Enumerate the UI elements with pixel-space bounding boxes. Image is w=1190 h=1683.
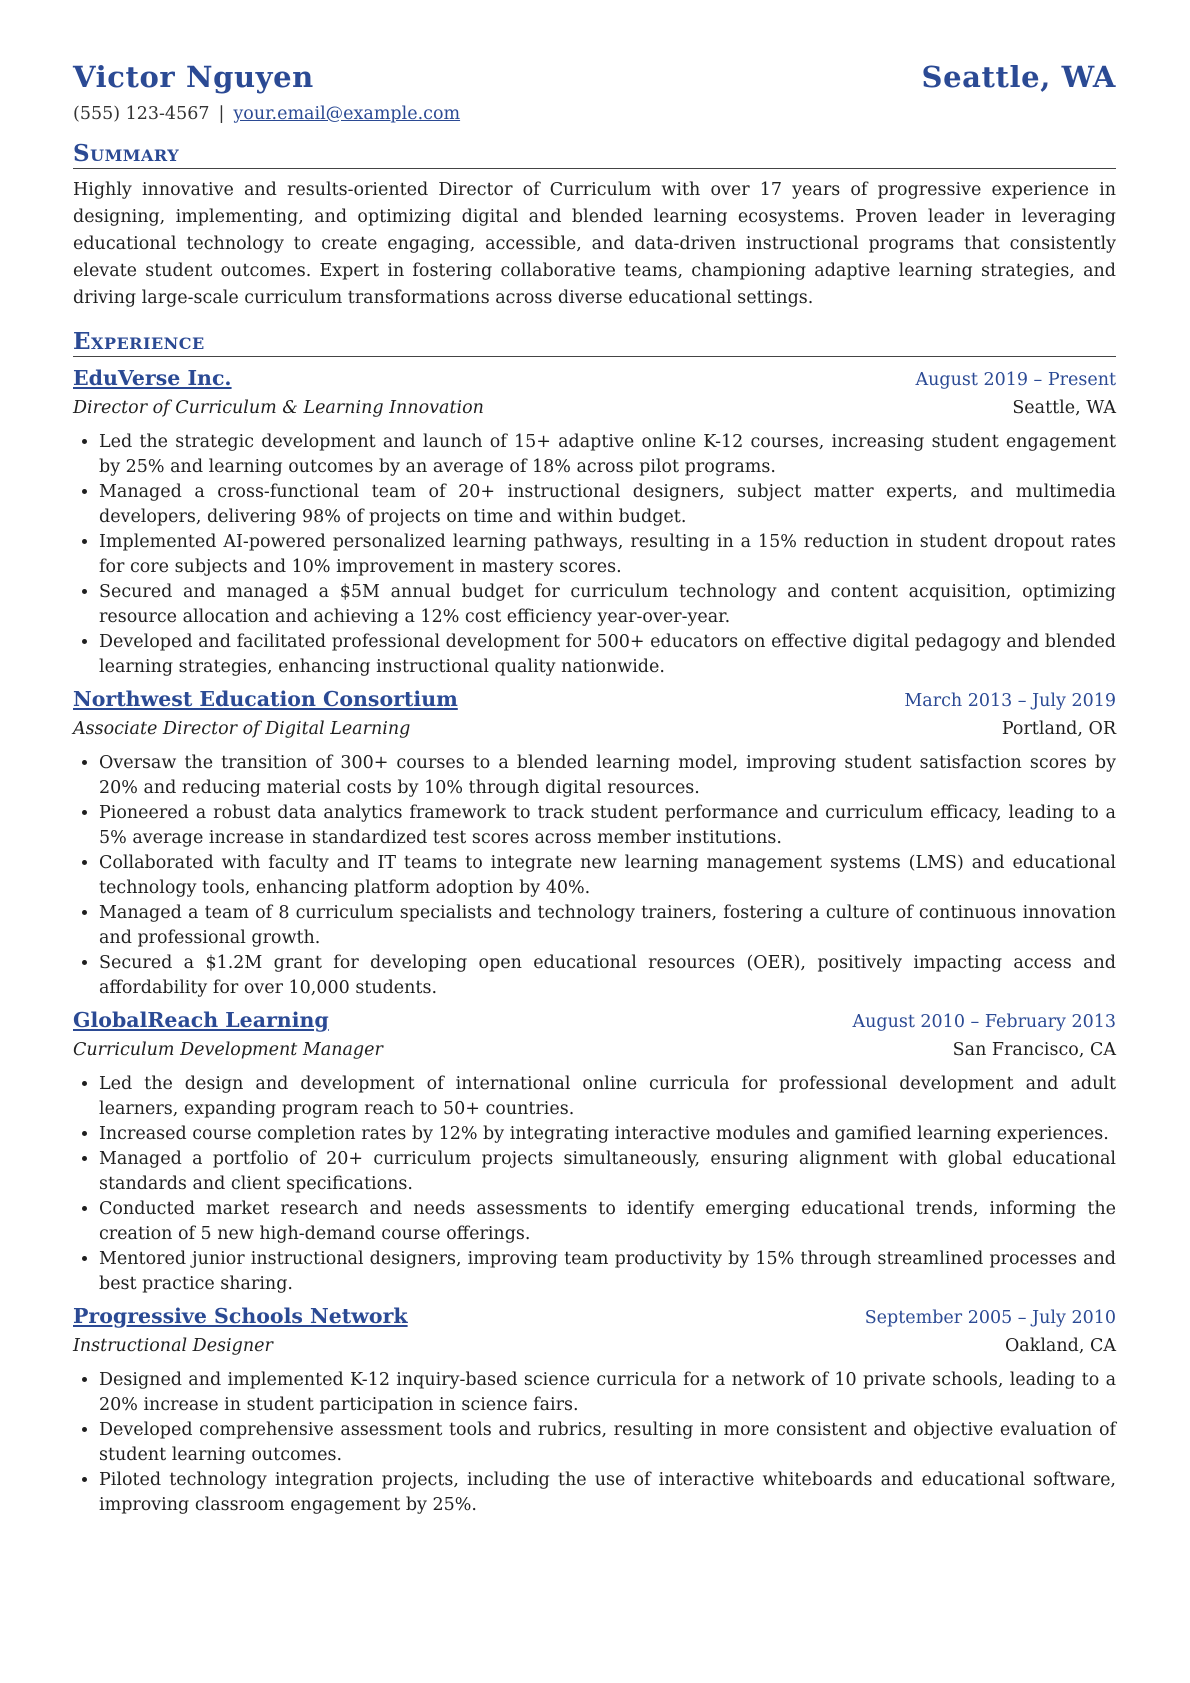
job-bullets xyxy=(73,751,1116,1001)
job-location: San Francisco, CA xyxy=(952,1040,1116,1060)
bullet-item: • Developed and facilitated professional development for 500+ educators on effective digital pedagogy and blended learning strategies, enhancing instructional quality nationwide. xyxy=(99,630,1116,680)
job-entry xyxy=(73,1303,1116,1518)
company-name[interactable]: Northwest Education Consortium xyxy=(73,687,458,711)
job-bullets xyxy=(73,1368,1116,1518)
bullet-item: • Managed a portfolio of 20+ curriculum projects simultaneously, ensuring alignment with global educational standards and client specifications. xyxy=(99,1147,1116,1197)
bullet-item: • Designed and implemented K-12 inquiry-based science curricula for a network of 10 private schools, leading to a 20% increase in student participation in science fairs. xyxy=(99,1368,1116,1418)
contact-line xyxy=(73,104,1116,124)
job-header xyxy=(73,1007,1116,1036)
job-bullets xyxy=(73,430,1116,680)
job-location: Oakland, CA xyxy=(1004,1336,1116,1356)
job-dates: September 2005 – July 2010 xyxy=(864,1308,1116,1328)
bullet-item: • Led the design and development of international online curricula for professional development and adult learners, expanding program reach to 50+ countries. xyxy=(99,1072,1116,1122)
job-subheader xyxy=(73,1332,1116,1360)
bullet-item: • Implemented AI-powered personalized learning pathways, resulting in a 15% reduction in student dropout rates for core subjects and 10% improvement in mastery scores. xyxy=(99,530,1116,580)
bullet-item: • Managed a team of 8 curriculum specialists and technology trainers, fostering a culture of continuous innovation and professional growth. xyxy=(99,901,1116,951)
bullet-item: • Increased course completion rates by 12% by integrating interactive modules and gamified learning experiences. xyxy=(99,1122,1116,1147)
bullet-item: • Oversaw the transition of 300+ courses to a blended learning model, improving student satisfaction scores by 20% and reducing material costs by 10% through digital resources. xyxy=(99,751,1116,801)
summary-text: Highly innovative and results-oriented Director of Curriculum with over 17 years of progressive experience in designing, implementing, and optimizing digital and blended learning ecosystems. Proven leader in leveraging educational technology to create engaging, accessible, and data-driven instructional programs that consistently elevate student outcomes. Expert in fostering collaborative teams, championing adaptive learning strategies, and driving large-scale curriculum transformations across diverse educational settings. xyxy=(73,180,1116,308)
company-name[interactable]: Progressive Schools Network xyxy=(73,1304,408,1328)
job-entry xyxy=(73,1007,1116,1297)
company-name[interactable]: EduVerse Inc. xyxy=(73,366,232,390)
experience-list xyxy=(73,365,1116,1518)
contact-separator: | xyxy=(218,104,225,124)
job-bullets xyxy=(73,1072,1116,1297)
bullet-item: • Led the strategic development and launch of 15+ adaptive online K-12 courses, increasing student engagement by 25% and learning outcomes by an average of 18% across pilot programs. xyxy=(99,430,1116,480)
job-dates: March 2013 – July 2019 xyxy=(904,691,1116,711)
job-dates: August 2019 – Present xyxy=(915,370,1116,390)
bullet-item: • Secured a $1.2M grant for developing open educational resources (OER), positively impacting access and affordability for over 10,000 students. xyxy=(99,951,1116,1001)
job-dates: August 2010 – February 2013 xyxy=(852,1012,1116,1032)
job-header xyxy=(73,1303,1116,1332)
candidate-name: Victor Nguyen xyxy=(73,60,314,94)
bullet-item: • Collaborated with faculty and IT teams to integrate new learning management systems (LMS) and educational technology tools, enhancing platform adoption by 40%. xyxy=(99,851,1116,901)
job-subheader xyxy=(73,1036,1116,1064)
summary-heading: Summary xyxy=(73,140,1116,169)
candidate-location: Seattle, WA xyxy=(921,60,1116,94)
job-location: Seattle, WA xyxy=(1012,398,1116,418)
experience-heading: Experience xyxy=(73,328,1116,357)
job-header xyxy=(73,686,1116,715)
company-name[interactable]: GlobalReach Learning xyxy=(73,1008,329,1032)
job-title: Instructional Designer xyxy=(73,1336,273,1356)
job-title: Associate Director of Digital Learning xyxy=(73,719,411,739)
bullet-item: • Conducted market research and needs assessments to identify emerging educational trends, informing the creation of 5 new high-demand course offerings. xyxy=(99,1197,1116,1247)
resume-header xyxy=(73,60,1116,94)
email-link[interactable]: your.email@example.com xyxy=(233,104,461,124)
job-entry xyxy=(73,365,1116,680)
job-subheader xyxy=(73,394,1116,422)
bullet-item: • Mentored junior instructional designers, improving team productivity by 15% through streamlined processes and best practice sharing. xyxy=(99,1247,1116,1297)
bullet-item: • Piloted technology integration projects, including the use of interactive whiteboards and educational software, improving classroom engagement by 25%. xyxy=(99,1468,1116,1518)
bullet-item: • Pioneered a robust data analytics framework to track student performance and curriculum efficacy, leading to a 5% average increase in standardized test scores across member institutions. xyxy=(99,801,1116,851)
job-location: Portland, OR xyxy=(1001,719,1116,739)
job-entry xyxy=(73,686,1116,1001)
bullet-item: • Developed comprehensive assessment tools and rubrics, resulting in more consistent and objective evaluation of student learning outcomes. xyxy=(99,1418,1116,1468)
phone-number: (555) 123-4567 xyxy=(73,104,210,124)
job-subheader xyxy=(73,715,1116,743)
job-header xyxy=(73,365,1116,394)
job-title: Curriculum Development Manager xyxy=(73,1040,383,1060)
bullet-item: • Secured and managed a $5M annual budget for curriculum technology and content acquisition, optimizing resource allocation and achieving a 12% cost efficiency year-over-year. xyxy=(99,580,1116,630)
bullet-item: • Managed a cross-functional team of 20+ instructional designers, subject matter experts, and multimedia developers, delivering 98% of projects on time and within budget. xyxy=(99,480,1116,530)
job-title: Director of Curriculum & Learning Innovation xyxy=(73,398,484,418)
